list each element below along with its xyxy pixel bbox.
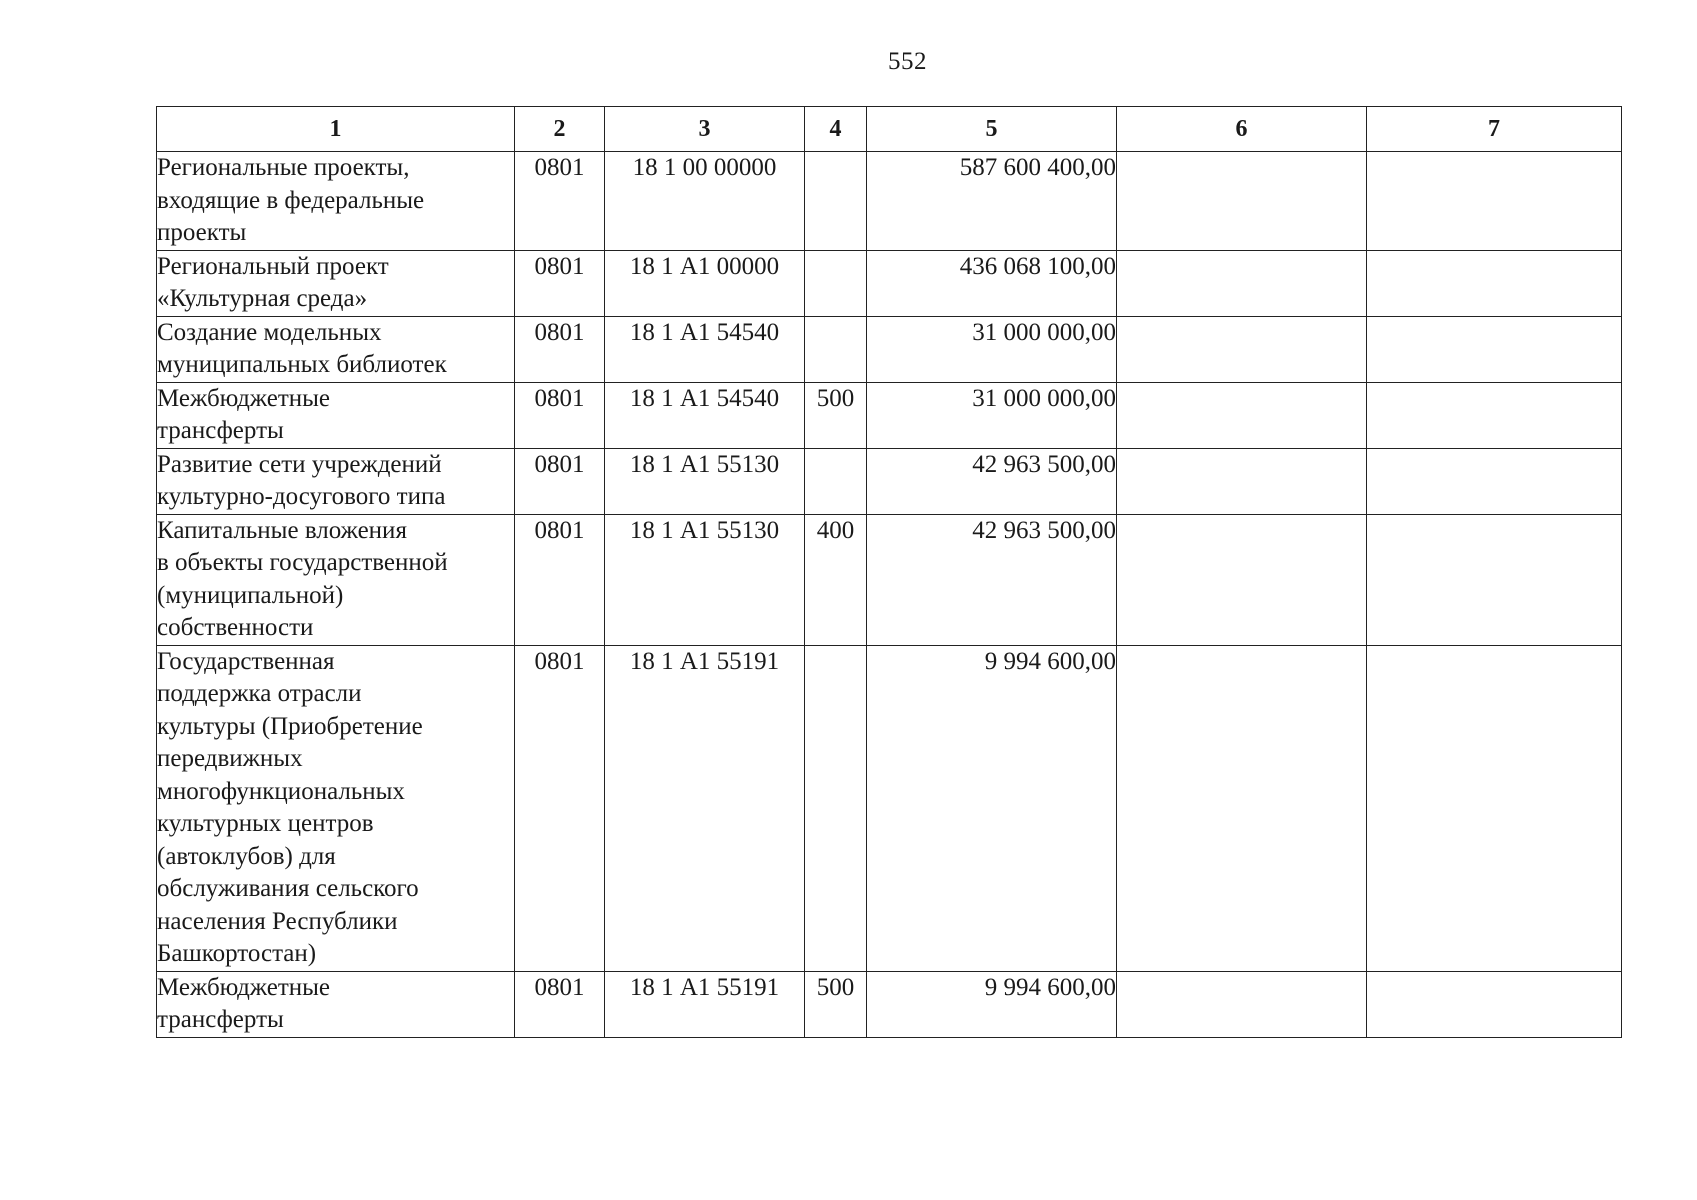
- expense-type-code: 400: [805, 514, 867, 645]
- column-7-value: [1367, 645, 1622, 971]
- row-name: [157, 514, 515, 645]
- row-name: [157, 382, 515, 448]
- table-row: [157, 316, 1622, 382]
- expense-type-code: [805, 152, 867, 251]
- section-code: 0801: [515, 971, 605, 1037]
- table-row: [157, 448, 1622, 514]
- column-6-value: [1117, 448, 1367, 514]
- row-name-line: многофункциональных: [157, 777, 405, 805]
- column-7-value: [1367, 514, 1622, 645]
- section-code: 0801: [515, 645, 605, 971]
- row-name-line: трансферты: [157, 417, 284, 444]
- row-name-line: собственности: [157, 614, 314, 641]
- column-header: 1: [157, 107, 515, 152]
- target-article-code: 18 1 00 00000: [605, 152, 805, 251]
- section-code: 0801: [515, 448, 605, 514]
- expense-type-code: 500: [805, 382, 867, 448]
- target-article-code: 18 1 А1 55191: [605, 645, 805, 971]
- target-article-code: 18 1 А1 54540: [605, 382, 805, 448]
- column-6-value: [1117, 250, 1367, 316]
- column-6-value: [1117, 152, 1367, 251]
- budget-table: [156, 106, 1622, 1038]
- row-name-line: Капитальные вложения: [157, 516, 407, 544]
- amount: 42 963 500,00: [867, 448, 1117, 514]
- row-name-line: передвижных: [157, 745, 303, 772]
- expense-type-code: [805, 316, 867, 382]
- table-row: [157, 152, 1622, 251]
- row-name: [157, 250, 515, 316]
- target-article-code: 18 1 А1 00000: [605, 250, 805, 316]
- section-code: 0801: [515, 316, 605, 382]
- row-name-line: культурных центров: [157, 810, 374, 837]
- column-6-value: [1117, 514, 1367, 645]
- section-code: 0801: [515, 152, 605, 251]
- column-header: 4: [805, 107, 867, 152]
- row-name: [157, 152, 515, 251]
- table-row: [157, 971, 1622, 1037]
- target-article-code: 18 1 А1 55130: [605, 514, 805, 645]
- column-header: 6: [1117, 107, 1367, 152]
- row-name-line: обслуживания сельского: [157, 875, 419, 902]
- row-name-line: Развитие сети учреждений: [157, 450, 442, 478]
- table-row: [157, 645, 1622, 971]
- row-name-line: муниципальных библиотек: [157, 351, 447, 378]
- row-name-line: (муниципальной): [157, 581, 344, 609]
- column-7-value: [1367, 382, 1622, 448]
- expense-type-code: [805, 250, 867, 316]
- row-name-line: входящие в федеральные: [157, 186, 425, 214]
- expense-type-code: [805, 645, 867, 971]
- table-body: [157, 152, 1622, 1038]
- column-7-value: [1367, 250, 1622, 316]
- section-code: 0801: [515, 250, 605, 316]
- column-header: 2: [515, 107, 605, 152]
- target-article-code: 18 1 А1 55191: [605, 971, 805, 1037]
- column-header: 5: [867, 107, 1117, 152]
- amount: 31 000 000,00: [867, 382, 1117, 448]
- row-name: [157, 448, 515, 514]
- table-row: [157, 514, 1622, 645]
- row-name-line: Межбюджетные: [157, 384, 331, 412]
- row-name-line: проекты: [157, 219, 247, 246]
- row-name-line: Межбюджетные: [157, 973, 331, 1001]
- row-name-line: культурно-досугового типа: [157, 483, 446, 510]
- expense-type-code: 500: [805, 971, 867, 1037]
- row-name-line: (автоклубов) для: [157, 842, 336, 870]
- row-name: [157, 645, 515, 971]
- column-6-value: [1117, 645, 1367, 971]
- row-name-line: Государственная: [157, 647, 335, 675]
- amount: 9 994 600,00: [867, 971, 1117, 1037]
- row-name-line: Башкортостан): [157, 940, 317, 967]
- expense-type-code: [805, 448, 867, 514]
- column-6-value: [1117, 971, 1367, 1037]
- row-name-line: в объекты государственной: [157, 549, 448, 576]
- column-7-value: [1367, 971, 1622, 1037]
- row-name-line: населения Республики: [157, 907, 398, 935]
- target-article-code: 18 1 А1 55130: [605, 448, 805, 514]
- amount: 42 963 500,00: [867, 514, 1117, 645]
- row-name: [157, 316, 515, 382]
- table-row: [157, 250, 1622, 316]
- row-name-line: культуры (Приобретение: [157, 712, 423, 740]
- table-row: [157, 382, 1622, 448]
- amount: 436 068 100,00: [867, 250, 1117, 316]
- column-header: 7: [1367, 107, 1622, 152]
- header-row: [157, 107, 1622, 152]
- column-7-value: [1367, 316, 1622, 382]
- row-name: [157, 971, 515, 1037]
- row-name-line: Региональные проекты,: [157, 154, 410, 181]
- column-6-value: [1117, 316, 1367, 382]
- column-7-value: [1367, 152, 1622, 251]
- row-name-line: Создание модельных: [157, 318, 382, 346]
- amount: 31 000 000,00: [867, 316, 1117, 382]
- section-code: 0801: [515, 514, 605, 645]
- column-6-value: [1117, 382, 1367, 448]
- row-name-line: трансферты: [157, 1006, 284, 1033]
- amount: 587 600 400,00: [867, 152, 1117, 251]
- row-name-line: «Культурная среда»: [157, 285, 368, 312]
- page-number: 552: [888, 48, 927, 75]
- section-code: 0801: [515, 382, 605, 448]
- target-article-code: 18 1 А1 54540: [605, 316, 805, 382]
- row-name-line: поддержка отрасли: [157, 680, 362, 707]
- column-7-value: [1367, 448, 1622, 514]
- amount: 9 994 600,00: [867, 645, 1117, 971]
- row-name-line: Региональный проект: [157, 252, 389, 280]
- column-header: 3: [605, 107, 805, 152]
